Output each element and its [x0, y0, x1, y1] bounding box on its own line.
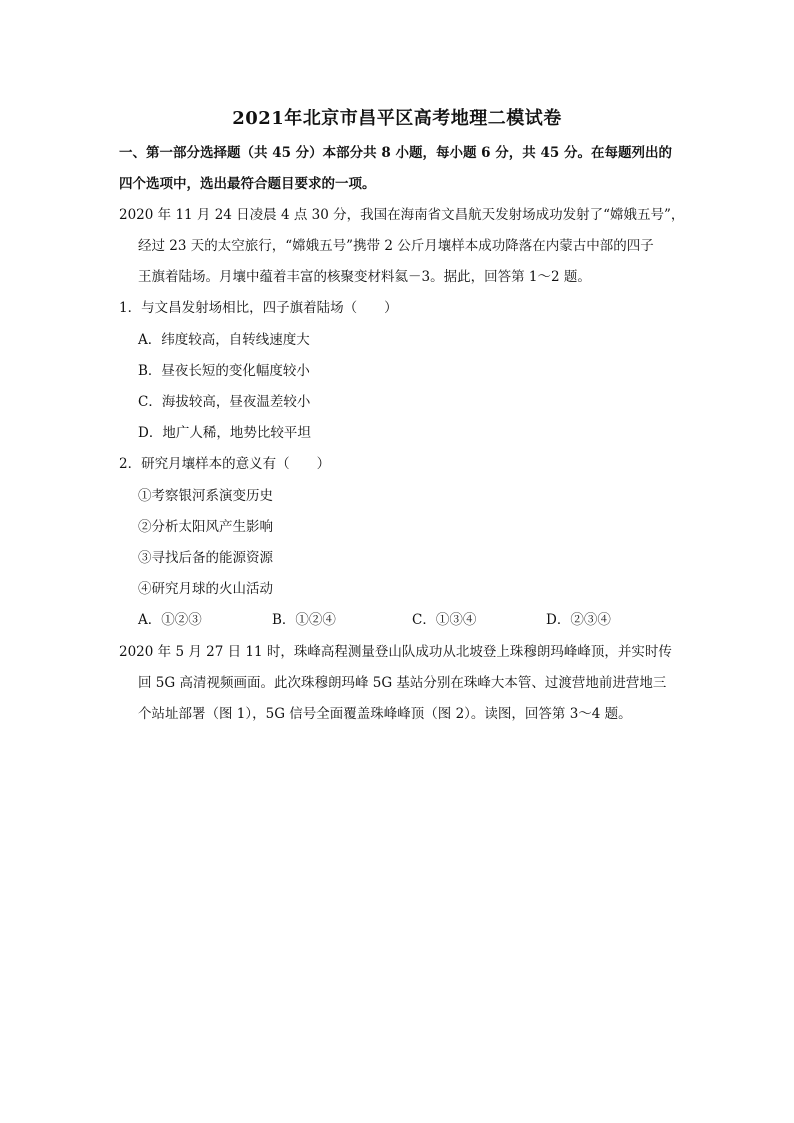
- question-2-stem: 2．研究月壤样本的意义有（ ）: [119, 456, 331, 472]
- question-2-item-2: ②分析太阳风产生影响: [138, 519, 273, 535]
- question-2-option-c: C．①③④: [412, 612, 477, 628]
- question-1-option-a: A．纬度较高，自转线速度大: [138, 332, 310, 348]
- section-heading-line-2: 四个选项中，选出最符合题目要求的一项。: [119, 176, 376, 192]
- passage-2-line-1: 2020 年 5 月 27 日 11 时，珠峰高程测量登山队成功从北坡登上珠穆朗玛峰峰顶，并实时传: [119, 644, 672, 660]
- question-1-option-c: C．海拔较高，昼夜温差较小: [138, 394, 311, 410]
- question-2-item-3: ③寻找后备的能源资源: [138, 550, 273, 566]
- passage-1-line-2: 经过 23 天的太空旅行，“嫦娥五号”携带 2 公斤月壤样本成功降落在内蒙古中部的四子: [138, 238, 654, 254]
- document-title: 2021年北京市昌平区高考地理二模试卷: [232, 108, 562, 129]
- passage-2-line-2: 回 5G 高清视频画面。此次珠穆朗玛峰 5G 基站分别在珠峰大本管、过渡营地前进营地三: [138, 675, 667, 691]
- question-2-item-4: ④研究月球的火山活动: [138, 581, 273, 597]
- question-1-stem: 1．与文昌发射场相比，四子旗着陆场（ ）: [119, 300, 398, 316]
- section-heading-line-1: 一、第一部分选择题（共 45 分）本部分共 8 小题，每小题 6 分，共 45 分。在每题列出的: [119, 145, 672, 161]
- question-1-option-d: D．地广人稀，地势比较平坦: [138, 425, 311, 441]
- passage-1-line-3: 王旗着陆场。月壤中蕴着丰富的核聚变材料氦－3。据此，回答第 1～2 题。: [138, 269, 591, 285]
- question-2-item-1: ①考察银河系演变历史: [138, 488, 273, 504]
- question-2-option-b: B．①②④: [272, 612, 336, 628]
- passage-1-line-1: 2020 年 11 月 24 日凌晨 4 点 30 分，我国在海南省文昌航天发射场成功发射了“嫦娥五号”，: [119, 207, 685, 223]
- question-2-option-a: A．①②③: [138, 612, 202, 628]
- question-2-option-d: D．②③④: [546, 612, 611, 628]
- passage-2-line-3: 个站址部署（图 1），5G 信号全面覆盖珠峰峰顶（图 2）。读图，回答第 3～4 题。: [138, 706, 632, 722]
- question-1-option-b: B．昼夜长短的变化幅度较小: [138, 363, 310, 379]
- question-2-options: [138, 610, 658, 630]
